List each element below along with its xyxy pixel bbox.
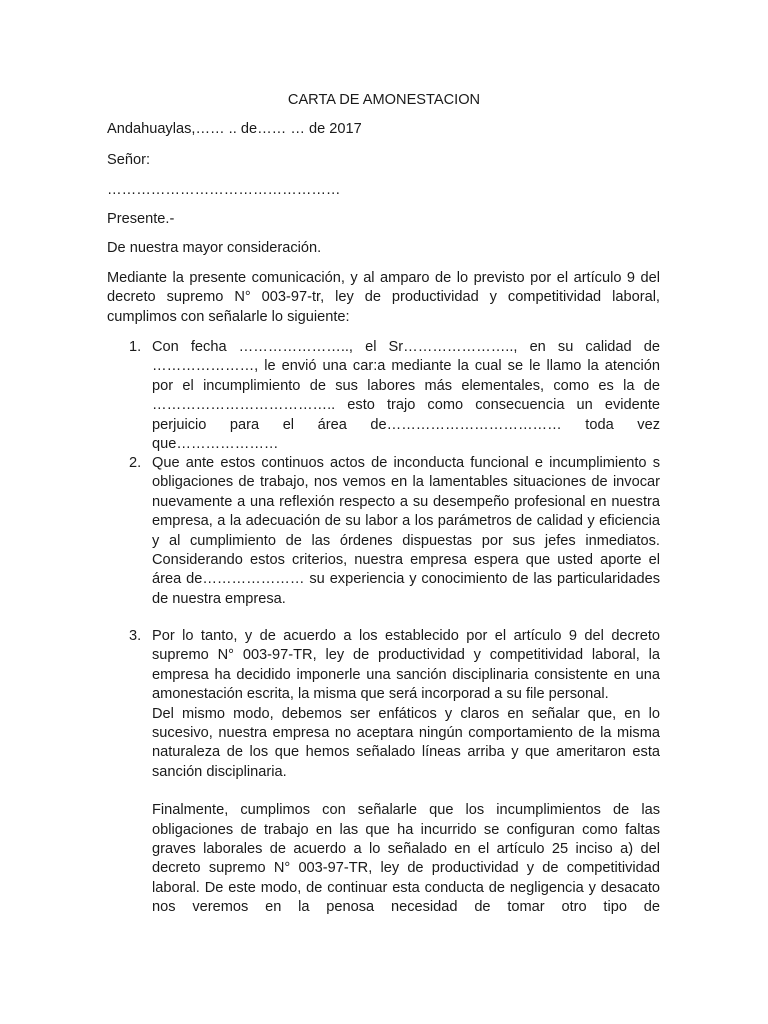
presente-line: Presente.- [107, 211, 175, 227]
list-number: 2. [129, 455, 142, 471]
list-item-3 [129, 627, 660, 918]
list-item-text: Por lo tanto, y de acuerdo a los establecido por el artículo 9 del decreto supremo N° 003-97-TR, ley de productividad y competitividad laboral, la empresa ha decidido imponerle una sanción disciplinaria consistente en una amonestación escrita, la misma que será incorporad a su file personal. [152, 628, 660, 703]
list-number: 3. [129, 628, 142, 644]
greeting: De nuestra mayor consideración. [107, 240, 322, 256]
list-item-text-continued: Del mismo modo, debemos ser enfáticos y claros en señalar que, en lo sucesivo, nuestra empresa no aceptara ningún comportamiento de la misma naturaleza de los que hemos señalado líneas arriba y que ameritaron esta sanción disciplinaria. [152, 705, 660, 780]
list-item-2 [129, 454, 660, 609]
list-item-text: Que ante estos continuos actos de inconducta funcional e incumplimiento s obligaciones de trabajo, nos vemos en la lamentables situaciones de invocar nuevamente a una reflexión respecto a su desempeño profesional en nuestra empresa, a la adecuación de su labor a los parámetros de calidad y eficiencia y al cumplimiento de las órdenes dispuestas por sus jefes inmediatos. Considerando estos criterios, nuestra empresa espera que usted aporte el área de………………… su experiencia y conocimiento de las particularidades de nuestra empresa. [152, 455, 660, 607]
salutation: Señor: [107, 152, 150, 168]
letter-title: CARTA DE AMONESTACION [287, 92, 481, 108]
list-item-text: Con fecha ………………….., el Sr………………….., en su calidad de …………………, le envió una car:a mediante la cual se le llamo la atención por el incumplimiento de sus labores más elementales, como es la de ……………………………….. esto trajo como consecuencia un evidente perjuicio para el área de……………………………… toda vez que………………… [152, 339, 660, 453]
final-paragraph: Finalmente, cumplimos con señalarle que los incumplimientos de las obligaciones de trabajo en las que ha incurrido se configuran como faltas graves laborales de acuerdo a lo señalado en el artículo 25 inciso a) del decreto supremo N° 003-97-TR, ley de productividad y de competitividad laboral. De este modo, de continuar esta conducta de negligencia y desacato nos veremos en la penosa necesidad de tomar otro tipo de [152, 802, 660, 916]
list-item-1 [129, 338, 660, 454]
date-line: Andahuaylas,…… .. de…… … de 2017 [107, 121, 362, 137]
list-item-text-block [152, 627, 660, 918]
recipient-blank: ………………………………………… [107, 182, 341, 198]
list-number: 1. [129, 339, 142, 355]
intro-paragraph: Mediante la presente comunicación, y al amparo de lo previsto por el artículo 9 del decreto supremo N° 003-97-tr, ley de productividad y competitividad laboral, cumplimos con señalarle lo siguiente: [107, 270, 660, 325]
